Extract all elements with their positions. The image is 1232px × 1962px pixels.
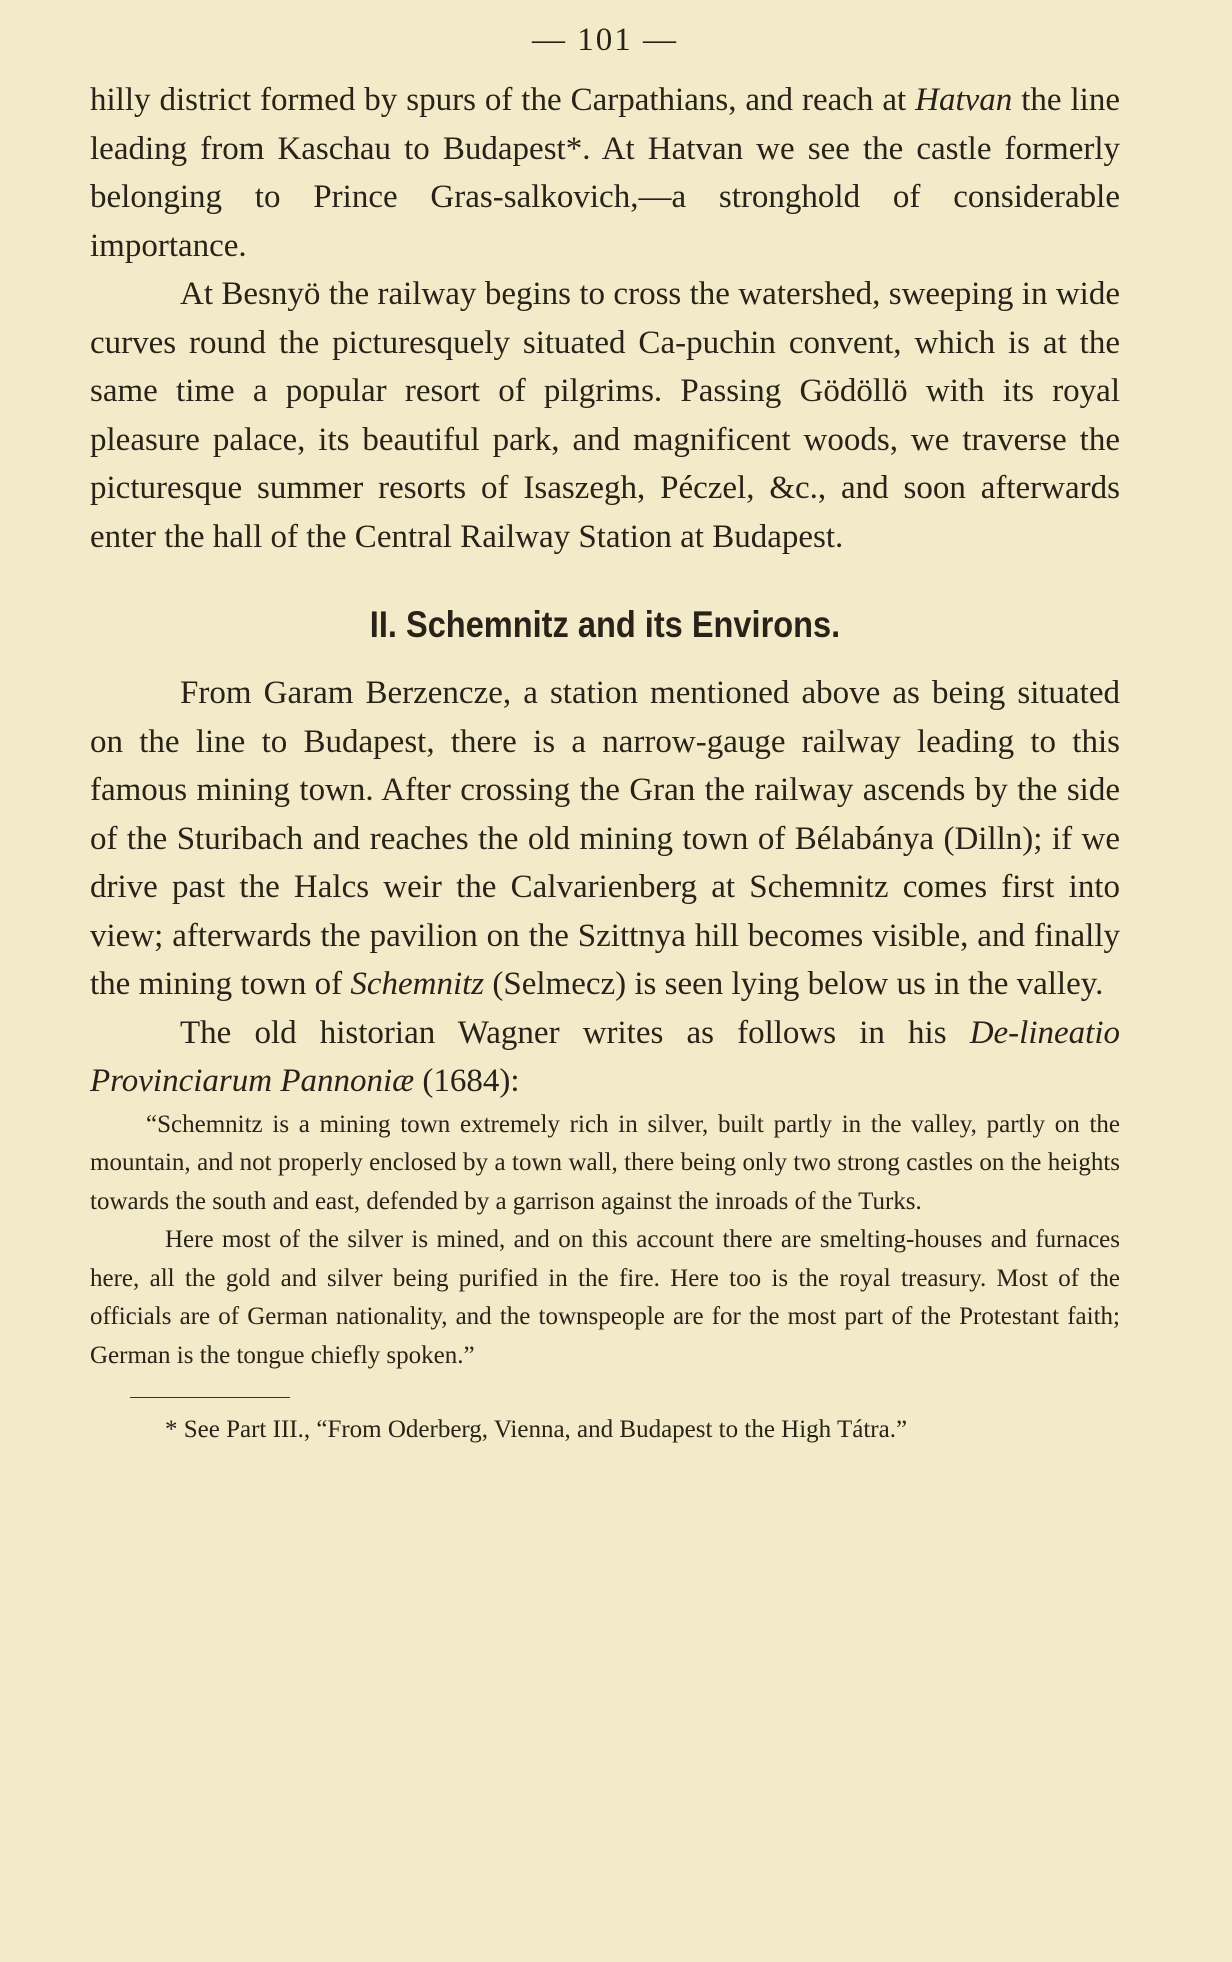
place-hatvan-italic: Hatvan [915,82,1013,118]
footnote: * See Part III., “From Oderberg, Vienna, and Budapest to the High Tátra.” [165,1416,908,1443]
footnote-divider [130,1397,290,1398]
quote-paragraph-2: Here most of the silver is mined, and on this account there are smelting-houses and furnaces here, all the gold and silver being purified in the fire. Here too is the royal treasury. Most of the officials are of German nationality, and the townspeople are for the most part of the Protestant faith; German is the tongue chiefly spoken.” [90,1226,1120,1369]
paragraph-hatvan [90,76,1120,270]
section-heading: II. Schemnitz and its Environs. [369,604,841,645]
paragraph-garam-text-2: (Selmecz) is seen lying below us in the valley. [484,966,1104,1002]
paragraph-garam-text-1: From Garam Berzencze, a station mentioned above as being situated on the line to Budapest, there is a narrow-gauge railway leading to this famous mining town. After crossing the Gran the railway ascends by the side of the Sturibach and reaches the old mining town of Bélabánya (Dilln); if we drive past the Halcs weir the Calvarienberg at Schemnitz comes first into view; afterwards the pavilion on the Szittnya hill becomes visible, and finally the mining town of [90,675,1120,1002]
book-page [90,18,1120,1450]
book-title-italic: De-lineatio Provinciarum Pannoniæ [90,1014,1120,1099]
paragraph-wagner-text-2: (1684): [414,1063,520,1099]
paragraph-hatvan-text-2: the line leading from Kaschau to Budapest*. At Hatvan we see the castle formerly belonging to Prince Gras-salkovich,—a stronghold of considerable importance. [90,82,1120,264]
page-number: — 101 — [532,22,678,58]
place-schemnitz-italic: Schemnitz [350,966,485,1002]
quote-paragraph-1: “Schemnitz is a mining town extremely rich in silver, built partly in the valley, partly on the mountain, and not properly enclosed by a town wall, there being only two strong castles on the heights towards the south and east, defended by a garrison against the inroads of the Turks. [90,1110,1120,1215]
paragraph-wagner-text-1: The old historian Wagner writes as follows in his [180,1014,970,1051]
paragraph-besnyo: At Besnyö the railway begins to cross the watershed, sweeping in wide curves round the picturesquely situated Ca-puchin convent, which is at the same time a popular resort of pilgrims. Passing Gödöllö with its royal pleasure palace, its beautiful park, and magnificent woods, we traverse the picturesque summer resorts of Isaszegh, Péczel, &c., and soon afterwards enter the hall of the Central Railway Station at Budapest. [90,276,1120,555]
paragraph-wagner [90,1009,1120,1106]
paragraph-garam-berzencze [90,669,1120,1009]
paragraph-hatvan-text-1: hilly district formed by spurs of the Carpathians, and reach at [90,82,916,118]
